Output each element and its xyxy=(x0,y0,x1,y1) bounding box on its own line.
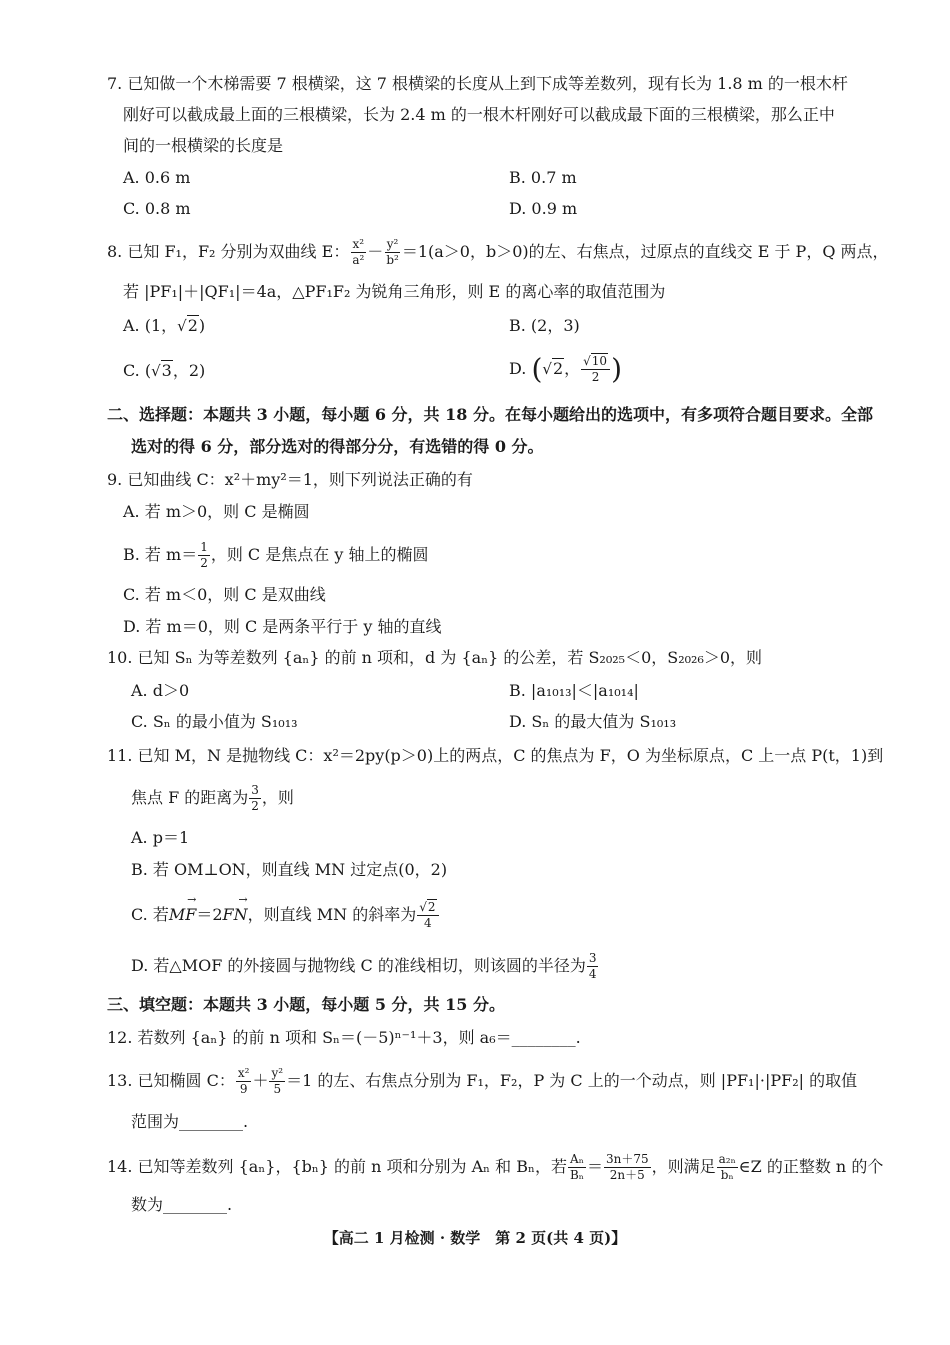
sqrt-icon: √2 xyxy=(542,359,564,378)
q11-c-num xyxy=(417,901,438,916)
q8-d-fraction xyxy=(581,355,610,384)
q10-option-a: A. d＞0 xyxy=(131,681,190,700)
q9-option-b xyxy=(123,541,428,570)
q10-option-d: D. Sₙ 的最大值为 S₁₀₁₃ xyxy=(509,712,677,731)
q8-c-radicand: 3 xyxy=(161,361,172,380)
q7-option-b: B. 0.7 m xyxy=(509,168,577,187)
q8-option-a xyxy=(123,315,205,337)
q8-line2: 若 |PF₁|＋|QF₁|＝4a，△PF₁F₂ 为锐角三角形，则 E 的离心率的取值范围为 xyxy=(123,282,666,301)
q8-d-pre: D. xyxy=(509,359,527,378)
q13-post: ＝1 的左、右焦点分别为 F₁，F₂，P 为 C 上的一个动点，则 |PF₁|·|PF₂| 的取值 xyxy=(286,1071,858,1090)
q8-text-pre: 8. 已知 F₁，F₂ 分别为双曲线 E： xyxy=(107,242,350,261)
q14-eq: ＝ xyxy=(586,1157,603,1176)
q9-option-d: D. 若 m＝0，则 C 是两条平行于 y 轴的直线 xyxy=(123,617,442,636)
q11-d-den: 4 xyxy=(588,967,597,981)
q9-b-post: ，则 C 是焦点在 y 轴上的椭圆 xyxy=(210,545,429,564)
q7-option-a: A. 0.6 m xyxy=(123,168,191,187)
q8-d-comma: ， xyxy=(564,359,581,378)
q8-option-c xyxy=(123,360,205,382)
q14-mid: ，则满足 xyxy=(651,1157,716,1176)
q14-f1-num: Aₙ xyxy=(570,1152,584,1166)
q14-pre: 14. 已知等差数列 {aₙ}，{bₙ} 的前 n 项和分别为 Aₙ 和 Bₙ，若 xyxy=(107,1157,567,1176)
q13-plus: ＋ xyxy=(252,1071,269,1090)
q14-f3-num: a₂ₙ xyxy=(718,1152,736,1166)
arrow-right-icon: → xyxy=(187,893,197,906)
page-footer: 【高二 1 月检测 · 数学 第 2 页(共 4 页)】 xyxy=(323,1229,627,1247)
q11-line2-fraction xyxy=(249,784,261,813)
q11-d-pre: D. 若△MOF 的外接圆与抛物线 C 的准线相切，则该圆的半径为 xyxy=(131,956,586,975)
q9-b-num: 1 xyxy=(200,540,208,554)
q7-line1: 7. 已知做一个木梯需要 7 根横梁，这 7 根横梁的长度从上到下成等差数列，现有长为 1.8 m 的一根木杆 xyxy=(107,74,848,93)
q8-d-den: 2 xyxy=(591,370,600,384)
q8-d-radicand: 2 xyxy=(552,359,564,378)
q11-line2 xyxy=(131,784,294,813)
q8-fx-num: x² xyxy=(352,237,365,251)
q14-line2: 数为________. xyxy=(131,1195,233,1214)
section3-line1: 三、填空题：本题共 3 小题，每小题 5 分，共 15 分。 xyxy=(107,995,505,1014)
q8-fx-den: a² xyxy=(352,253,365,267)
q8-fraction-x xyxy=(350,238,366,267)
q11-d-fraction xyxy=(587,952,599,981)
q8-c-post: ，2) xyxy=(172,361,206,380)
q11-c-post: ，则直线 MN 的斜率为 xyxy=(247,905,417,924)
q11-c-num-radicand: 2 xyxy=(427,900,436,914)
q13-f2-den: 5 xyxy=(273,1082,282,1096)
q10-option-c: C. Sₙ 的最小值为 S₁₀₁₃ xyxy=(131,712,298,731)
q9-b-den: 2 xyxy=(200,556,208,570)
q11-option-a: A. p＝1 xyxy=(131,828,190,847)
q9-b-pre: B. 若 m＝ xyxy=(123,545,198,564)
q13-f2-num: y² xyxy=(271,1066,284,1080)
q9-option-a: A. 若 m＞0，则 C 是椭圆 xyxy=(123,502,310,521)
vector-mf xyxy=(168,893,197,926)
q9-option-c: C. 若 m＜0，则 C 是双曲线 xyxy=(123,585,326,604)
q14-line1 xyxy=(107,1153,883,1182)
q11-c-vec1: MF xyxy=(168,905,197,924)
q12-line1: 12. 若数列 {aₙ} 的前 n 项和 Sₙ＝(－5)ⁿ⁻¹＋3，则 a₆＝________. xyxy=(107,1028,581,1047)
sqrt-icon: √2 xyxy=(419,900,436,914)
section2-line1: 二、选择题：本题共 3 小题，每小题 6 分，共 18 分。在每小题给出的选项中，有多项符合题目要求。全部 xyxy=(107,405,873,424)
q11-c-vec2: FN xyxy=(222,905,248,924)
q14-f3-den: bₙ xyxy=(720,1168,734,1182)
q11-option-b: B. 若 OM⊥ON，则直线 MN 过定点(0，2) xyxy=(131,860,448,879)
sqrt-icon: √10 xyxy=(583,354,608,368)
q14-f2-den: 2n＋5 xyxy=(609,1168,645,1182)
q11-c-pre: C. 若 xyxy=(131,905,169,924)
q8-d-num xyxy=(581,355,610,370)
q14-fraction-ab xyxy=(568,1153,586,1182)
q13-f1-num: x² xyxy=(237,1066,250,1080)
q11-line2-post: ，则 xyxy=(261,788,294,807)
q9-line1: 9. 已知曲线 C：x²＋my²＝1，则下列说法正确的有 xyxy=(107,470,473,489)
q11-line2-den: 2 xyxy=(251,799,259,813)
q8-a-post: ) xyxy=(198,316,206,335)
q7-line2: 刚好可以截成最上面的三根横梁，长为 2.4 m 的一根木杆刚好可以截成最下面的三根横梁，那么正中 xyxy=(123,105,835,124)
q11-option-d xyxy=(131,952,599,981)
q8-minus: － xyxy=(367,242,384,261)
q7-line3: 间的一根横梁的长度是 xyxy=(123,136,284,155)
q10-line1: 10. 已知 Sₙ 为等差数列 {aₙ} 的前 n 项和，d 为 {aₙ} 的公差，若 S₂₀₂₅＜0，S₂₀₂₆＞0，则 xyxy=(107,648,763,667)
q11-option-c xyxy=(131,893,440,930)
vector-fn xyxy=(222,893,248,926)
q8-fy-den: b² xyxy=(386,253,399,267)
q8-fy-num: y² xyxy=(386,237,399,251)
q13-fraction-y xyxy=(269,1067,285,1096)
q8-d-lparen: ( xyxy=(531,352,543,386)
q8-a-pre: A. (1， xyxy=(123,316,178,335)
q14-f1-den: Bₙ xyxy=(569,1168,584,1182)
q8-line1 xyxy=(107,238,889,267)
q11-d-num: 3 xyxy=(588,951,597,965)
q7-option-c: C. 0.8 m xyxy=(123,199,191,218)
q8-option-d xyxy=(509,352,623,386)
q9-b-fraction xyxy=(198,541,210,570)
q8-d-num-radicand: 10 xyxy=(591,354,608,368)
q8-fraction-y xyxy=(384,238,401,267)
q11-line2-pre: 焦点 F 的距离为 xyxy=(131,788,249,807)
q14-f2-num: 3n＋75 xyxy=(605,1152,649,1166)
q13-line1 xyxy=(107,1067,857,1096)
q7-option-d: D. 0.9 m xyxy=(509,199,578,218)
q14-fraction-n xyxy=(604,1153,651,1182)
arrow-right-icon: → xyxy=(238,893,248,906)
q8-text-post: ＝1(a＞0，b＞0)的左、右焦点，过原点的直线交 E 于 P，Q 两点， xyxy=(401,242,889,261)
q13-fraction-x xyxy=(236,1067,252,1096)
q8-d-rparen: ) xyxy=(611,352,623,386)
q8-c-pre: C. ( xyxy=(123,361,152,380)
q8-option-b: B. (2，3) xyxy=(509,316,580,335)
q13-pre: 13. 已知椭圆 C： xyxy=(107,1071,235,1090)
q11-line1: 11. 已知 M，N 是抛物线 C：x²＝2py(p＞0)上的两点，C 的焦点为 F，O 为坐标原点，C 上一点 P(t，1)到 xyxy=(107,746,884,765)
sqrt-icon: √3 xyxy=(151,361,172,380)
q11-c-fraction xyxy=(417,901,438,930)
q11-line2-num: 3 xyxy=(251,783,259,797)
q10-option-b: B. |a₁₀₁₃|＜|a₁₀₁₄| xyxy=(509,681,639,700)
q14-fraction-seq xyxy=(717,1153,738,1182)
q13-f1-den: 9 xyxy=(239,1082,248,1096)
q13-line2: 范围为________. xyxy=(131,1112,249,1131)
q11-c-mid: ＝2 xyxy=(196,905,223,924)
q14-post: ∈Z 的正整数 n 的个 xyxy=(738,1157,884,1176)
q8-a-radicand: 2 xyxy=(187,316,198,335)
section2-line2: 选对的得 6 分，部分选对的得部分分，有选错的得 0 分。 xyxy=(131,437,544,456)
sqrt-icon: √2 xyxy=(177,316,198,335)
q11-c-den: 4 xyxy=(424,916,432,930)
